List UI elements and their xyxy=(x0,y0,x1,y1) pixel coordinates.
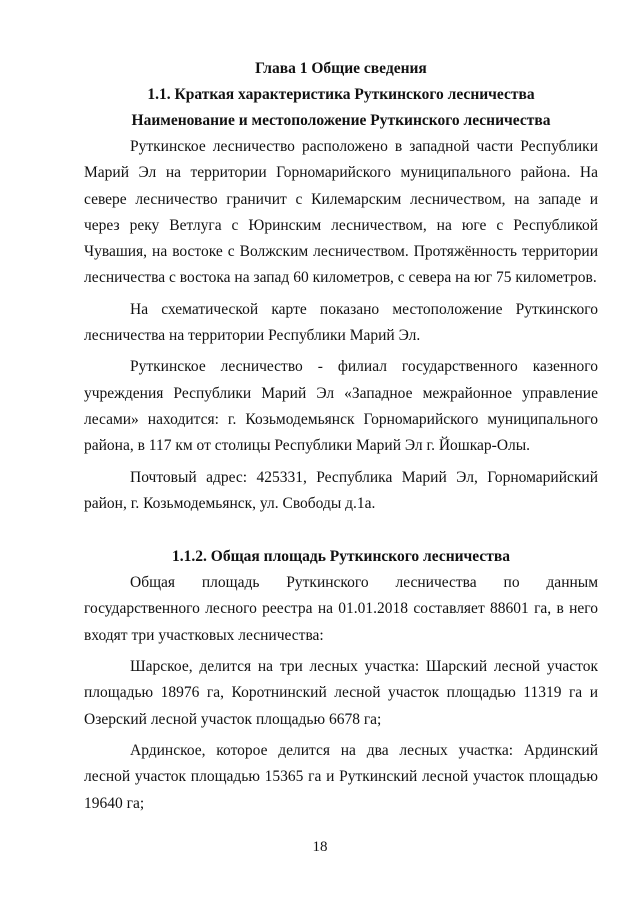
paragraph-map: На схематической карте показано местоположение Руткинского лесничества на территории Республики Марий Эл. xyxy=(84,300,598,345)
section-spacer xyxy=(84,522,598,544)
paragraph-sharskoe: Шарское, делится на три лесных участка: Шарский лесной участок площадью 18976 га, Коротнинский лесной участок площадью 11319 га и Озерский лесной участок площадью 6678 га; xyxy=(84,658,598,728)
paragraph-address: Почтовый адрес: 425331, Республика Марий Эл, Горномарийский район, г. Козьмодемьянск, ул. Свободы д.1а. xyxy=(84,468,598,512)
section-heading-area: 1.1.2. Общая площадь Руткинского лесничества xyxy=(172,548,510,566)
page-number: 18 xyxy=(312,839,328,855)
page-content xyxy=(84,56,598,822)
paragraph-branch: Руткинское лесничество - филиал государственного казенного учреждения Республики Марий Эл «Западное межрайонное управление лесами» находится: г. Козьмодемьянск Горномарийского муниципального района, в 117 км от столицы Республики Марий Эл г. Йошкар-Олы. xyxy=(84,358,598,455)
chapter-heading: Глава 1 Общие сведения xyxy=(255,60,427,77)
subsection-heading: Наименование и местоположение Руткинского лесничества xyxy=(131,112,551,129)
paragraph-location: Руткинское лесничество расположено в западной части Республики Марий Эл на территории Горномарийского муниципального района. На севере лесничество граничит с Килемарским лесничеством, на западе и через реку Ветлуга с Юринским лесничеством, на юге с Республикой Чувашия, на востоке с Волжским лесничеством. Протяжённость территории лесничества с востока на запад 60 километров, с севера на юг 75 километров. xyxy=(84,138,598,287)
paragraph-total-area: Общая площадь Руткинского лесничества по данным государственного лесного реестра на 01.01.2018 составляет 88601 га, в него входят три участковых лесничества: xyxy=(84,574,598,644)
paragraph-ardinskoe: Ардинское, которое делится на два лесных участка: Ардинский лесной участок площадью 15365 га и Руткинский лесной участок площадью 19640 га; xyxy=(84,741,598,812)
section-heading: 1.1. Краткая характеристика Руткинского лесничества xyxy=(147,86,535,103)
